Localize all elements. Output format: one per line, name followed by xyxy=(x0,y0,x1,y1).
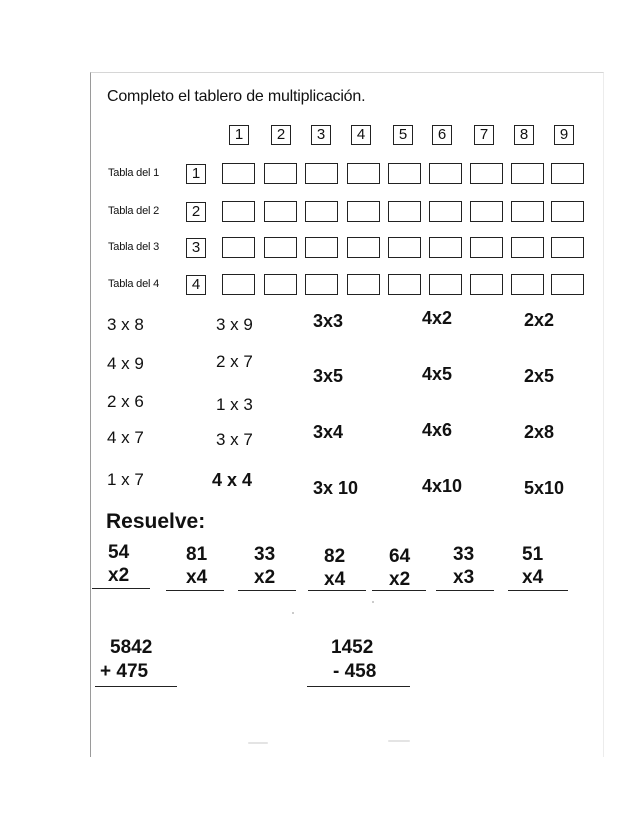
header-number-box: 9 xyxy=(554,125,574,145)
multiplicand: 51 xyxy=(522,544,544,565)
header-number-box: 8 xyxy=(514,125,534,145)
answer-cell[interactable] xyxy=(388,274,421,295)
answer-cell[interactable] xyxy=(551,274,584,295)
header-number-box: 3 xyxy=(311,125,331,145)
answer-cell[interactable] xyxy=(347,237,380,258)
multiplier: x2 xyxy=(108,565,130,586)
multiplication-problem xyxy=(522,543,543,589)
answer-line xyxy=(92,588,150,589)
answer-line xyxy=(508,590,568,591)
answer-cell[interactable] xyxy=(305,237,338,258)
expression: 3 x 9 xyxy=(216,315,253,334)
answer-cell[interactable] xyxy=(388,163,421,184)
expression: 5x10 xyxy=(524,478,565,498)
answer-cell[interactable] xyxy=(305,274,338,295)
multiplication-problem xyxy=(186,543,207,589)
answer-cell[interactable] xyxy=(511,237,544,258)
multiplication-problem xyxy=(254,543,275,589)
multiplier: x2 xyxy=(389,569,411,590)
expression: 3x 10 xyxy=(313,478,359,498)
header-number-box: 4 xyxy=(351,125,371,145)
answer-cell[interactable] xyxy=(429,274,462,295)
multiplier: x4 xyxy=(186,567,208,588)
answer-cell[interactable] xyxy=(551,201,584,222)
expression: 2 x 6 xyxy=(107,392,144,411)
header-number-box: 6 xyxy=(432,125,452,145)
answer-cell[interactable] xyxy=(470,201,503,222)
answer-cell[interactable] xyxy=(347,163,380,184)
section-heading: Resuelve: xyxy=(106,510,206,533)
row-number-box: 2 xyxy=(186,202,206,222)
expression: 2 x 7 xyxy=(216,352,253,371)
expression: 3 x 7 xyxy=(216,430,253,449)
answer-line xyxy=(372,590,426,591)
expression: 4x6 xyxy=(422,420,453,440)
multiplier: x4 xyxy=(324,569,346,590)
answer-cell[interactable] xyxy=(429,237,462,258)
row-number-box: 4 xyxy=(186,275,206,295)
answer-cell[interactable] xyxy=(222,201,255,222)
answer-line xyxy=(166,590,224,591)
answer-cell[interactable] xyxy=(264,237,297,258)
answer-cell[interactable] xyxy=(511,201,544,222)
multiplicand: 64 xyxy=(389,546,411,567)
expression: 4 x 4 xyxy=(212,470,253,490)
multiplier: x2 xyxy=(254,567,276,588)
expression: 4 x 9 xyxy=(107,354,144,373)
expression: 1 x 3 xyxy=(216,395,253,414)
expression: 2x8 xyxy=(524,422,555,442)
row-label: Tabla del 4 xyxy=(108,278,160,290)
expression: 1 x 7 xyxy=(107,470,144,489)
answer-cell[interactable] xyxy=(551,163,584,184)
multiplicand: 82 xyxy=(324,546,346,567)
answer-cell[interactable] xyxy=(551,237,584,258)
row-label: Tabla del 2 xyxy=(108,205,160,217)
answer-cell[interactable] xyxy=(429,163,462,184)
answer-cell[interactable] xyxy=(388,237,421,258)
answer-cell[interactable] xyxy=(264,163,297,184)
expression: 3 x 8 xyxy=(107,315,144,334)
multiplicand: 54 xyxy=(108,542,130,563)
multiplier: x4 xyxy=(522,567,544,588)
answer-cell[interactable] xyxy=(347,274,380,295)
operand-top: 1452 xyxy=(331,637,374,658)
row-label: Tabla del 1 xyxy=(108,167,160,179)
multiplication-problem xyxy=(389,545,410,591)
header-number-box: 1 xyxy=(229,125,249,145)
expression: 4x2 xyxy=(422,308,453,328)
answer-cell[interactable] xyxy=(429,201,462,222)
expression: 2x5 xyxy=(524,366,555,386)
header-number-box: 5 xyxy=(393,125,413,145)
multiplicand: 33 xyxy=(453,544,475,565)
scan-speck xyxy=(292,612,294,614)
multiplication-problem xyxy=(108,541,129,587)
row-number-box: 3 xyxy=(186,238,206,258)
expression: 2x2 xyxy=(524,310,555,330)
expression: 4x5 xyxy=(422,364,453,384)
answer-cell[interactable] xyxy=(264,201,297,222)
multiplicand: 33 xyxy=(254,544,276,565)
row-label: Tabla del 3 xyxy=(108,241,160,253)
answer-line xyxy=(238,590,296,591)
answer-cell[interactable] xyxy=(511,274,544,295)
operand-bottom: - 458 xyxy=(333,661,377,682)
scan-speck xyxy=(248,742,268,744)
answer-line xyxy=(307,686,410,687)
answer-cell[interactable] xyxy=(264,274,297,295)
expression: 3x5 xyxy=(313,366,344,386)
worksheet-title: Completo el tablero de multiplicación. xyxy=(107,88,366,105)
multiplicand: 81 xyxy=(186,544,208,565)
answer-cell[interactable] xyxy=(222,237,255,258)
answer-cell[interactable] xyxy=(470,237,503,258)
row-number-box: 1 xyxy=(186,164,206,184)
expression: 3x3 xyxy=(313,311,344,331)
answer-line xyxy=(308,590,366,591)
subtraction-problem xyxy=(331,636,376,684)
scan-speck xyxy=(388,740,410,742)
answer-cell[interactable] xyxy=(305,201,338,222)
answer-cell[interactable] xyxy=(305,163,338,184)
answer-line xyxy=(436,590,494,591)
answer-cell[interactable] xyxy=(388,201,421,222)
header-number-box: 7 xyxy=(474,125,494,145)
scan-speck xyxy=(372,601,374,603)
header-number-box: 2 xyxy=(271,125,291,145)
answer-cell[interactable] xyxy=(347,201,380,222)
expression: 4x10 xyxy=(422,476,463,496)
answer-line xyxy=(95,686,177,687)
expression: 4 x 7 xyxy=(107,428,144,447)
addition-problem xyxy=(100,636,153,684)
answer-cell[interactable] xyxy=(511,163,544,184)
answer-cell[interactable] xyxy=(222,163,255,184)
multiplication-problem xyxy=(324,545,345,591)
operand-top: 5842 xyxy=(110,637,153,658)
answer-cell[interactable] xyxy=(222,274,255,295)
answer-cell[interactable] xyxy=(470,274,503,295)
operand-bottom: + 475 xyxy=(100,661,149,682)
expression: 3x4 xyxy=(313,422,344,442)
multiplier: x3 xyxy=(453,567,475,588)
answer-cell[interactable] xyxy=(470,163,503,184)
multiplication-problem xyxy=(453,543,474,589)
